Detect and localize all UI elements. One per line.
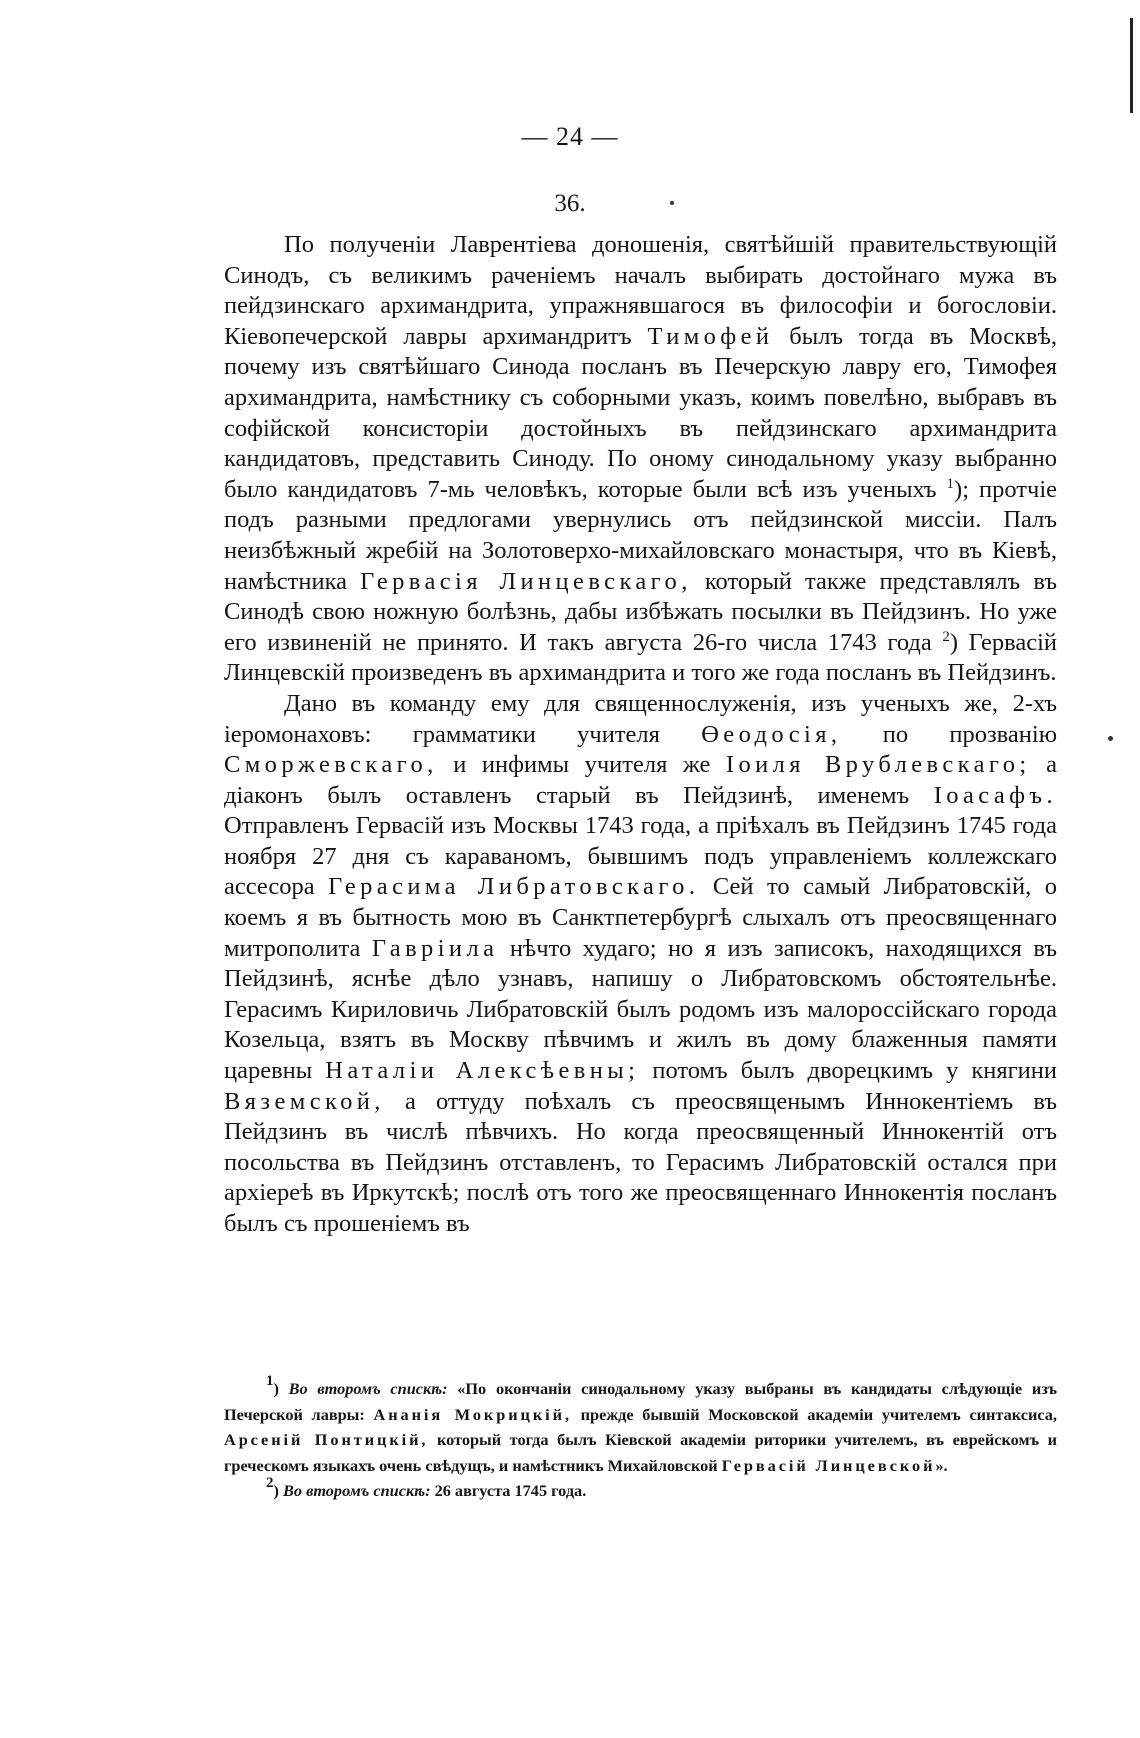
page-number: — 24 —	[521, 122, 619, 151]
text-run: По полученіи Лаврентіева доношенія, святѣйшій правительствующій Синодъ, съ великимъ раченіемъ началъ выбирать достойнаго мужа въ пейдзинскаго архимандрита, упражнявшагося въ философіи и богословіи. Кіевопечерской лавры архимандритъ	[224, 231, 1057, 350]
paragraph-2	[224, 689, 1057, 1240]
spaced-name: Наталіи Алексѣевны;	[325, 1057, 640, 1085]
scan-speck	[1108, 736, 1113, 741]
spaced-name: Өеодосія,	[701, 720, 842, 748]
text-run: Сей то самый Либратовскій, о коемъ я въ бытность мою въ Санктпетербургѣ слыхалъ отъ преосвященнаго митрополита	[224, 873, 1057, 962]
scan-edge-rule	[1130, 18, 1133, 113]
spaced-name: Іоиля Врублевскаго;	[725, 751, 1031, 779]
text-run: былъ тогда въ Москвѣ, почему изъ святѣйшаго Синода посланъ въ Печерскую лавру его, Тимофея архимандрита, намѣстнику съ соборными указъ, коимъ повелѣно, выбравъ въ софійской консисторіи достойныхъ въ пейдзинскаго архимандрита кандидатовъ, представить Синоду. По оному синодальному указу выбранно было кандидатовъ 7-мь человѣкъ, которые были всѣ изъ ученыхъ	[224, 322, 1057, 503]
spaced-name: Гервасія Линцевскаго,	[360, 567, 692, 595]
paragraph-1	[224, 230, 1057, 689]
footnote-ref: 1	[946, 475, 955, 492]
text-run: по прозванію	[841, 720, 1057, 748]
footnote-2: 2) Во второмъ спискѣ: 26 августа 1745 года.	[266, 1475, 587, 1500]
text-run: который тогда былъ Кіевской академіи риторики учителемъ, въ еврейскомъ и греческомъ языкахъ очень свѣдущъ, и намѣстникъ Михайловской	[224, 1430, 1057, 1475]
text-run: ); протчіе подъ разными предлогами увернулись отъ пейдзинской миссіи. Палъ неизбѣжный жребій на Золотоверхо-михайловскаго монастыря, что въ Кіевѣ, намѣстника	[224, 475, 1057, 595]
spaced-name: Ананія Мокрицкій,	[373, 1404, 572, 1424]
text-run: ) Гервасій Линцевскій произведенъ въ архимандрита и того же года посланъ въ Пейдзинъ.	[224, 628, 1057, 687]
text-run: а діаконъ былъ оставленъ старый въ Пейдзинѣ, именемъ	[224, 751, 1058, 809]
main-text	[224, 230, 1057, 1240]
text-run: ».	[935, 1455, 948, 1475]
section-number: 36.	[554, 190, 586, 217]
spaced-name: Сморжевскаго,	[224, 751, 438, 779]
footnote-1: 1) Во второмъ спискѣ: «По окончаніи синодальному указу выбраны въ кандидаты слѣдующіе изъ Печерской лавры: Ананія Мокрицкій, прежде бывшій Московской академіи учителемъ синтаксиса, Арсеній Понтицкій, который тогда былъ Кіевской академіи риторики учителемъ, въ еврейскомъ и греческомъ языкахъ очень свѣдущъ, и намѣстникъ Михайловской Гервасій Линцевской».	[224, 1373, 1058, 1475]
text-run: потомъ былъ дворецкимъ у княгини	[639, 1057, 1057, 1085]
text-run: Отправленъ Гервасій изъ Москвы 1743 года, а пріѣхалъ въ Пейдзинъ 1745 года ноября 27 дня съ караваномъ, бывшимъ подъ управленіемъ коллежскаго ассесора	[224, 812, 1057, 901]
text-run: «По окончаніи синодальному указу выбраны въ кандидаты слѣдующіе изъ Печерской лавры:	[224, 1379, 1058, 1424]
spaced-name: Гервасій Линцевской	[721, 1455, 936, 1475]
footnote-mark: 2	[266, 1475, 274, 1491]
spaced-name: Герасима Либратовскаго.	[328, 873, 700, 901]
footnote-ref: 2	[942, 628, 950, 645]
text-run: а оттуду поѣхалъ съ преосвященымъ Иннокентіемъ въ Пейдзинъ въ числѣ пѣвчихъ. Но когда преосвященный Иннокентій отъ посольства въ Пейдзинъ отставленъ, то Герасимъ Либратовскій остался при архіереѣ въ Иркутскѣ; послѣ отъ того же преосвященнаго Иннокентія посланъ былъ съ прошеніемъ въ	[224, 1087, 1057, 1237]
spaced-name: Гавріила	[371, 934, 499, 962]
spaced-name: Іоасафъ.	[933, 781, 1057, 809]
text-run: Дано въ команду ему для священнослуженія, изъ ученыхъ же, 2-хъ іеромонаховъ: грамматики учителя	[224, 689, 1057, 748]
spaced-name: Тимофей	[647, 322, 774, 350]
footnote-mark: 1	[266, 1373, 274, 1389]
text-run: который также представлялъ въ Синодѣ свою ножную болѣзнь, дабы избѣжать посылки въ Пейдзинъ. Но уже его извиненій не принято. И такъ августа 26-го числа 1743 года	[224, 567, 1057, 656]
footnote-source: Во второмъ спискѣ:	[283, 1481, 431, 1500]
spaced-name: Арсеній Понтицкій,	[224, 1430, 429, 1449]
text-run: прежде бывшій Московской академіи учителемъ синтаксиса,	[571, 1404, 1057, 1424]
footnote-source: Во второмъ спискѣ:	[288, 1379, 448, 1398]
footnotes	[224, 1373, 1058, 1504]
text-run: нѣчто худаго; но я изъ записокъ, находящихся въ Пейдзинѣ, яснѣе дѣло узнавъ, напишу о Либратовскомъ обстоятельнѣе. Герасимъ Кириловичь Либратовскій былъ родомъ изъ малороссійскаго города Козельца, взятъ въ Москву пѣвчимъ и жилъ въ дому блаженныя памяти царевны	[224, 934, 1057, 1085]
spaced-name: Вяземской,	[224, 1087, 385, 1115]
text-run: и инфимы учителя же	[437, 751, 726, 779]
text-run: 26 августа 1745 года.	[430, 1481, 587, 1500]
